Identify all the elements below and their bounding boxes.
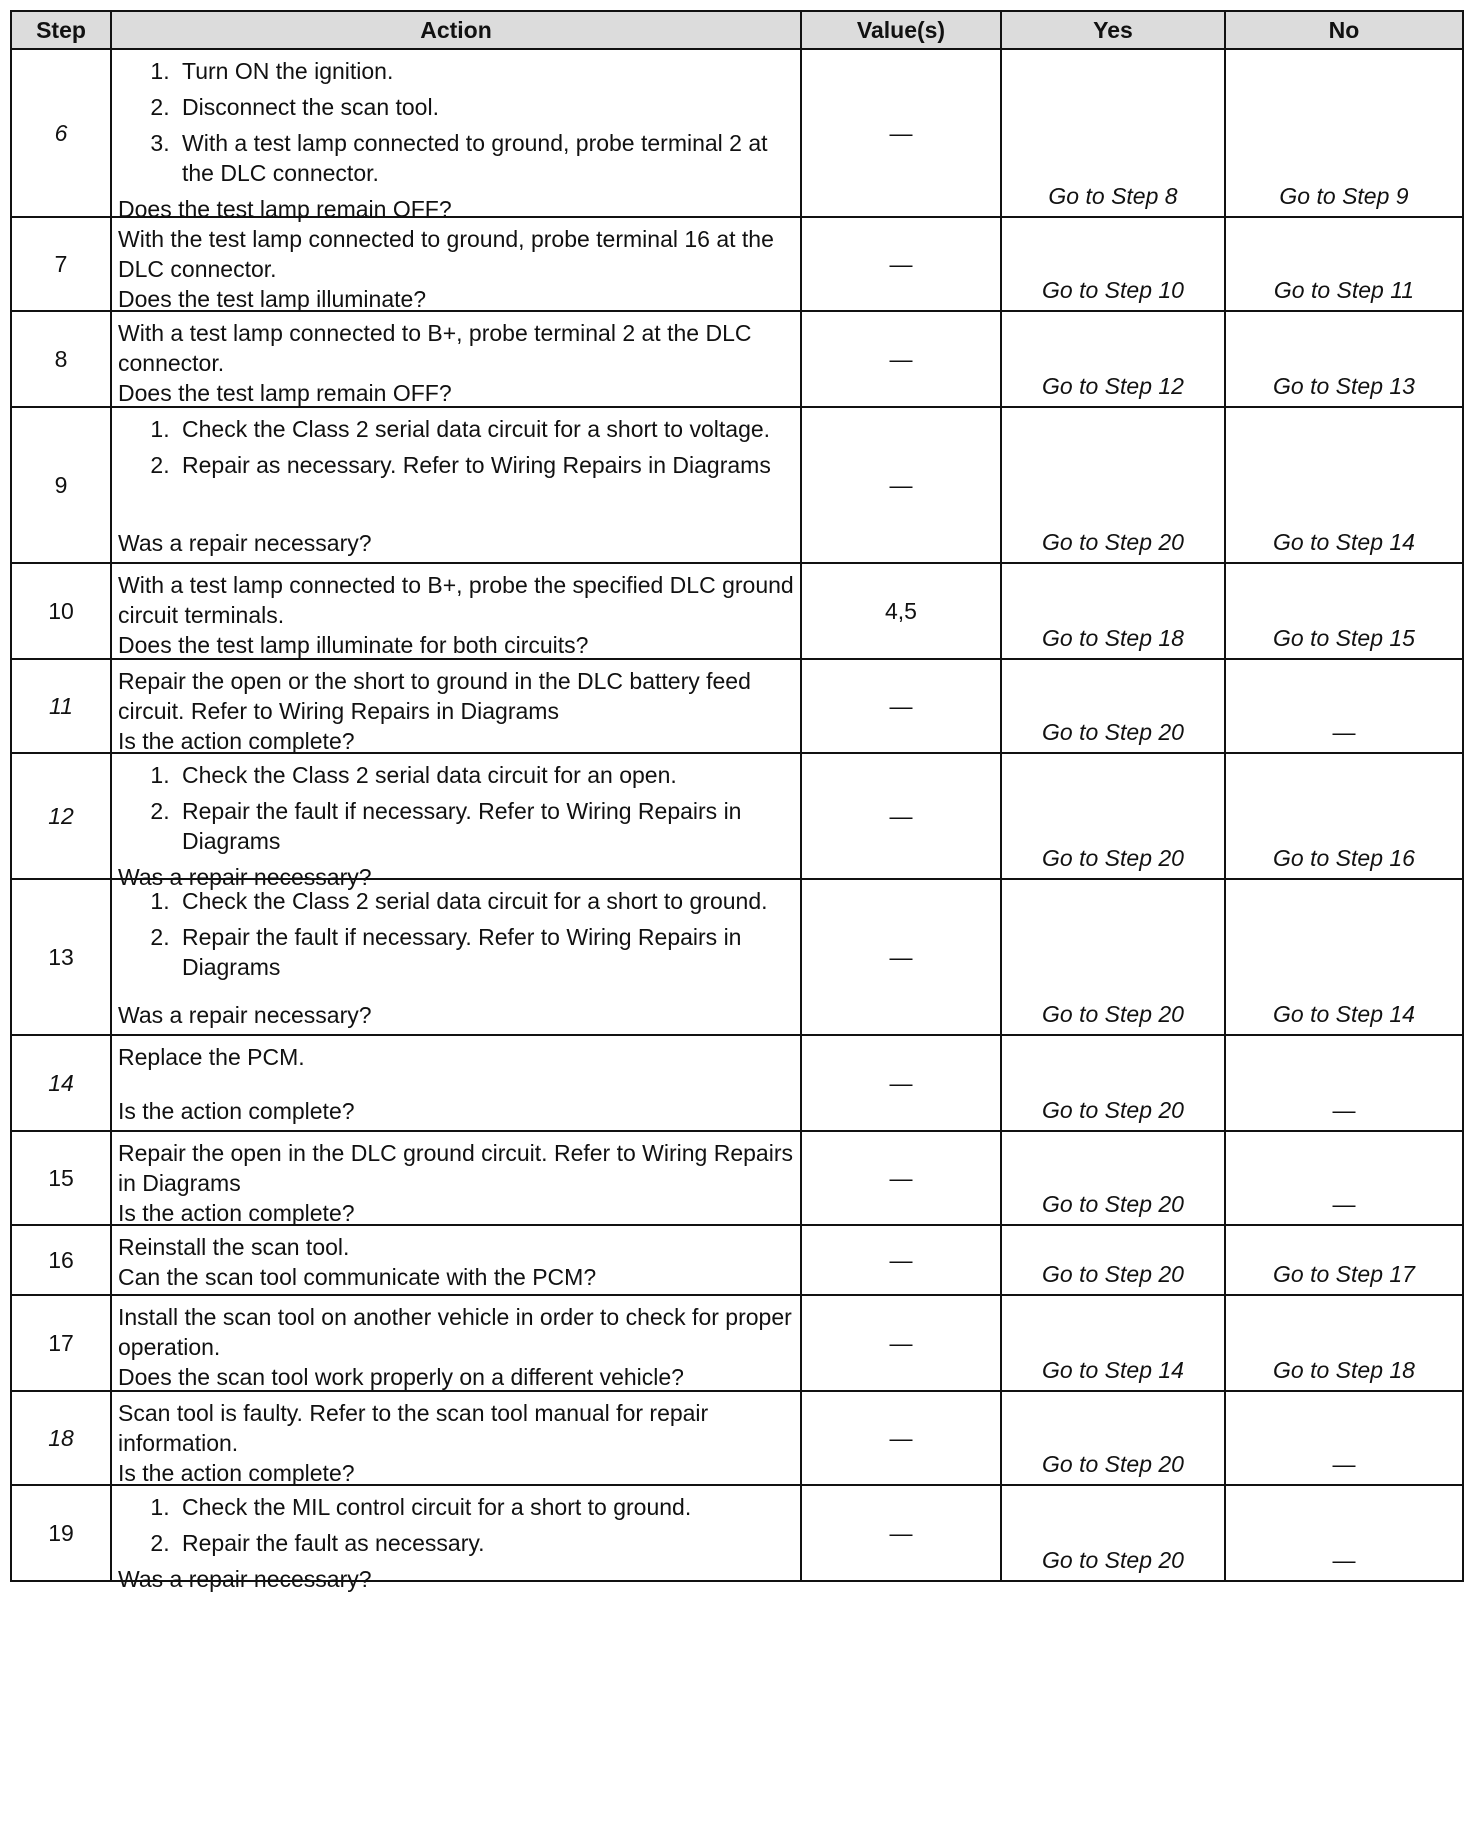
step-number: 6 <box>11 49 111 217</box>
no-result: Go to Step 15 <box>1225 563 1463 659</box>
yes-result: Go to Step 10 <box>1001 217 1225 311</box>
action-question: Does the test lamp remain OFF? <box>118 196 452 222</box>
step-number: 18 <box>11 1391 111 1485</box>
action-text: Repair the open in the DLC ground circuit. Refer to Wiring Repairs in Diagrams <box>118 1140 793 1196</box>
table-row <box>11 1295 1463 1391</box>
action-question: Does the scan tool work properly on a different vehicle? <box>118 1364 684 1390</box>
yes-result: Go to Step 20 <box>1001 1035 1225 1131</box>
action-cell <box>111 49 801 222</box>
step-number: 12 <box>11 753 111 879</box>
table-row <box>11 1225 1463 1295</box>
dash: — <box>1332 1547 1356 1573</box>
action-content <box>118 570 794 658</box>
step-number: 16 <box>11 1225 111 1295</box>
table-row <box>11 407 1463 563</box>
value-cell: — <box>801 1225 1001 1295</box>
action-step: 1. Turn ON the ignition. <box>176 56 794 86</box>
no-result: Go to Step 13 <box>1225 311 1463 407</box>
action-instructions <box>118 570 794 630</box>
action-content <box>118 1138 794 1226</box>
value-cell: — <box>801 217 1001 311</box>
action-question: Is the action complete? <box>118 728 355 754</box>
table-row <box>11 49 1463 217</box>
action-question: Was a repair necessary? <box>118 864 372 890</box>
action-steps <box>118 414 794 480</box>
action-content <box>118 224 794 312</box>
action-content <box>118 56 794 222</box>
action-step: 1. Check the MIL control circuit for a short to ground. <box>176 1492 794 1522</box>
action-instructions <box>118 666 794 726</box>
action-cell <box>111 1035 801 1131</box>
action-cell <box>111 1295 801 1391</box>
action-content <box>118 318 794 406</box>
no-result: Go to Step 11 <box>1225 217 1463 311</box>
action-content <box>118 1492 794 1592</box>
yes-result: Go to Step 18 <box>1001 563 1225 659</box>
value-cell: — <box>801 1035 1001 1131</box>
no-result <box>1225 1485 1463 1581</box>
table-row <box>11 1131 1463 1225</box>
action-cell <box>111 1391 801 1485</box>
action-cell <box>111 1131 801 1225</box>
action-cell <box>111 311 801 407</box>
action-question: Can the scan tool communicate with the PCM? <box>118 1264 597 1290</box>
table-row <box>11 753 1463 879</box>
action-steps <box>118 1492 794 1558</box>
action-cell <box>111 753 801 890</box>
header-action: Action <box>111 11 801 49</box>
action-instructions <box>118 414 794 486</box>
yes-result: Go to Step 12 <box>1001 311 1225 407</box>
action-cell <box>111 1485 801 1592</box>
action-instructions <box>118 1138 794 1198</box>
step-number: 11 <box>11 659 111 753</box>
action-step: 2. Repair as necessary. Refer to Wiring Repairs in Diagrams <box>176 450 794 480</box>
value-cell: — <box>801 1391 1001 1485</box>
action-text: With the test lamp connected to ground, probe terminal 16 at the DLC connector. <box>118 226 774 282</box>
action-question: Is the action complete? <box>118 1098 355 1124</box>
action-content <box>118 886 794 1030</box>
action-step: 3. With a test lamp connected to ground, probe terminal 2 at the DLC connector. <box>176 128 794 188</box>
table-row <box>11 217 1463 311</box>
yes-result: Go to Step 20 <box>1001 1225 1225 1295</box>
action-cell <box>111 879 801 1035</box>
no-result: Go to Step 17 <box>1225 1225 1463 1295</box>
no-result <box>1225 1131 1463 1225</box>
value-cell: — <box>801 1485 1001 1581</box>
step-number: 17 <box>11 1295 111 1391</box>
step-number: 13 <box>11 879 111 1035</box>
table-row <box>11 1391 1463 1485</box>
header-step: Step <box>11 11 111 49</box>
action-steps <box>118 56 794 188</box>
action-step: 2. Repair the fault if necessary. Refer to Wiring Repairs in Diagrams <box>176 922 794 982</box>
action-text: Install the scan tool on another vehicle in order to check for proper operation. <box>118 1304 792 1360</box>
table-row <box>11 659 1463 753</box>
header-no: No <box>1225 11 1463 49</box>
value-cell: — <box>801 753 1001 879</box>
action-question: Is the action complete? <box>118 1460 355 1486</box>
value-cell: — <box>801 1295 1001 1391</box>
step-number: 19 <box>11 1485 111 1581</box>
action-instructions <box>118 1042 794 1072</box>
action-question: Does the test lamp remain OFF? <box>118 380 452 406</box>
action-step: 2. Disconnect the scan tool. <box>176 92 794 122</box>
action-step: 1. Check the Class 2 serial data circuit for a short to ground. <box>176 886 794 916</box>
dash: — <box>1332 1191 1356 1217</box>
no-result: Go to Step 14 <box>1225 407 1463 563</box>
dash: — <box>1332 1451 1356 1477</box>
action-question: Was a repair necessary? <box>118 1002 372 1028</box>
table-row <box>11 563 1463 659</box>
no-result <box>1225 1035 1463 1131</box>
header-values: Value(s) <box>801 11 1001 49</box>
no-result: Go to Step 14 <box>1225 879 1463 1035</box>
action-question: Was a repair necessary? <box>118 530 372 556</box>
action-steps <box>118 760 794 856</box>
dash: — <box>1332 719 1356 745</box>
action-content <box>118 1042 794 1126</box>
action-instructions <box>118 886 794 988</box>
step-number: 15 <box>11 1131 111 1225</box>
step-number: 9 <box>11 407 111 563</box>
value-cell: — <box>801 1131 1001 1225</box>
action-instructions <box>118 1398 794 1458</box>
action-instructions <box>118 1232 794 1262</box>
action-text: Scan tool is faulty. Refer to the scan tool manual for repair information. <box>118 1400 709 1456</box>
action-text: Replace the PCM. <box>118 1044 305 1070</box>
yes-result: Go to Step 20 <box>1001 659 1225 753</box>
action-content <box>118 666 794 754</box>
value-cell: — <box>801 879 1001 1035</box>
action-instructions <box>118 760 794 862</box>
action-content <box>118 1232 794 1290</box>
table-row <box>11 311 1463 407</box>
no-result <box>1225 1391 1463 1485</box>
value-cell: — <box>801 49 1001 217</box>
no-result: Go to Step 18 <box>1225 1295 1463 1391</box>
action-step: 1. Check the Class 2 serial data circuit for an open. <box>176 760 794 790</box>
dash: — <box>1332 1097 1356 1123</box>
action-cell <box>111 1225 801 1295</box>
table-row <box>11 1035 1463 1131</box>
action-step: 2. Repair the fault as necessary. <box>176 1528 794 1558</box>
action-instructions <box>118 224 794 284</box>
action-question: Is the action complete? <box>118 1200 355 1226</box>
value-cell: 4,5 <box>801 563 1001 659</box>
no-result: Go to Step 9 <box>1225 49 1463 217</box>
step-number: 10 <box>11 563 111 659</box>
action-text: With a test lamp connected to B+, probe terminal 2 at the DLC connector. <box>118 320 752 376</box>
diagnostic-table <box>10 10 1464 1592</box>
step-number: 8 <box>11 311 111 407</box>
no-result <box>1225 659 1463 753</box>
action-step: 1. Check the Class 2 serial data circuit for a short to voltage. <box>176 414 794 444</box>
action-question: Was a repair necessary? <box>118 1566 372 1592</box>
yes-result: Go to Step 20 <box>1001 753 1225 879</box>
table-row <box>11 1485 1463 1581</box>
action-cell <box>111 407 801 563</box>
action-instructions <box>118 1302 794 1362</box>
no-result: Go to Step 16 <box>1225 753 1463 879</box>
action-content <box>118 1398 794 1486</box>
yes-result: Go to Step 20 <box>1001 879 1225 1035</box>
action-cell <box>111 563 801 659</box>
yes-result: Go to Step 8 <box>1001 49 1225 217</box>
step-number: 14 <box>11 1035 111 1131</box>
value-cell: — <box>801 311 1001 407</box>
yes-result: Go to Step 20 <box>1001 1485 1225 1581</box>
action-cell <box>111 659 801 753</box>
value-cell: — <box>801 659 1001 753</box>
yes-result: Go to Step 20 <box>1001 1131 1225 1225</box>
step-number: 7 <box>11 217 111 311</box>
action-text: With a test lamp connected to B+, probe the specified DLC ground circuit terminals. <box>118 572 794 628</box>
action-cell <box>111 217 801 311</box>
yes-result: Go to Step 14 <box>1001 1295 1225 1391</box>
header-yes: Yes <box>1001 11 1225 49</box>
action-text: Reinstall the scan tool. <box>118 1234 350 1260</box>
table-row <box>11 879 1463 1035</box>
header-row <box>11 11 1463 49</box>
yes-result: Go to Step 20 <box>1001 407 1225 563</box>
action-steps <box>118 886 794 982</box>
action-content <box>118 1302 794 1390</box>
action-step: 2. Repair the fault if necessary. Refer to Wiring Repairs in Diagrams <box>176 796 794 856</box>
yes-result: Go to Step 20 <box>1001 1391 1225 1485</box>
action-content <box>118 760 794 890</box>
value-cell: — <box>801 407 1001 563</box>
action-content <box>118 414 794 558</box>
action-text: Repair the open or the short to ground in the DLC battery feed circuit. Refer to Wiring Repairs in Diagrams <box>118 668 751 724</box>
action-instructions <box>118 1492 794 1564</box>
action-question: Does the test lamp illuminate for both circuits? <box>118 632 589 658</box>
action-question: Does the test lamp illuminate? <box>118 286 427 312</box>
action-instructions <box>118 56 794 194</box>
action-instructions <box>118 318 794 378</box>
